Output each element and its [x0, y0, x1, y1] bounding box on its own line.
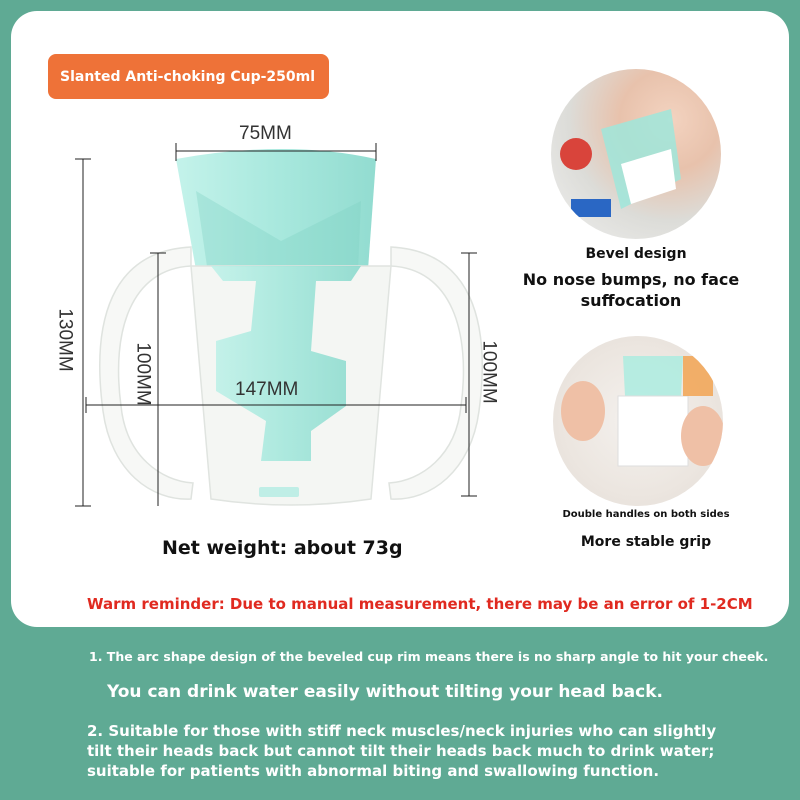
feature1-title: Bevel design	[585, 246, 687, 262]
net-weight-label: Net weight: about 73g	[162, 537, 403, 559]
feature2-title: Double handles on both sides	[562, 509, 730, 520]
warm-reminder: Warm reminder: Due to manual measurement, there may be an error of 1-2CM	[87, 595, 753, 613]
title-badge: Slanted Anti-choking Cup-250ml	[48, 54, 329, 99]
feature1-subtitle-line2: suffocation	[580, 291, 682, 310]
feature-photo-handles	[553, 336, 723, 506]
dim-top-width: 75MM	[239, 123, 292, 144]
description-point2-line3: suitable for patients with abnormal biting and swallowing function.	[87, 762, 660, 780]
feature1-subtitle-line1: No nose bumps, no face	[522, 270, 740, 289]
product-card	[11, 11, 789, 627]
description-point1: 1. The arc shape design of the beveled cup rim means there is no sharp angle to hit your cheek.	[89, 649, 769, 664]
dim-left-height: 100MM	[132, 342, 154, 406]
feature2-subtitle: More stable grip	[580, 534, 712, 550]
right-handle	[389, 247, 482, 499]
description-point2	[87, 721, 747, 781]
dim-total-width: 147MM	[235, 379, 299, 400]
dim-total-height: 130MM	[54, 308, 76, 372]
description-point2-line1: 2. Suitable for those with stiff neck muscles/neck injuries who can slightly	[87, 722, 717, 740]
description-point1-sub: You can drink water easily without tilting your head back.	[107, 682, 663, 702]
description-section	[0, 627, 800, 800]
dim-right-height: 100MM	[478, 340, 500, 404]
description-point2-line2: tilt their heads back but cannot tilt their heads back much to drink water;	[87, 742, 715, 760]
feature-photo-bevel	[551, 69, 721, 239]
